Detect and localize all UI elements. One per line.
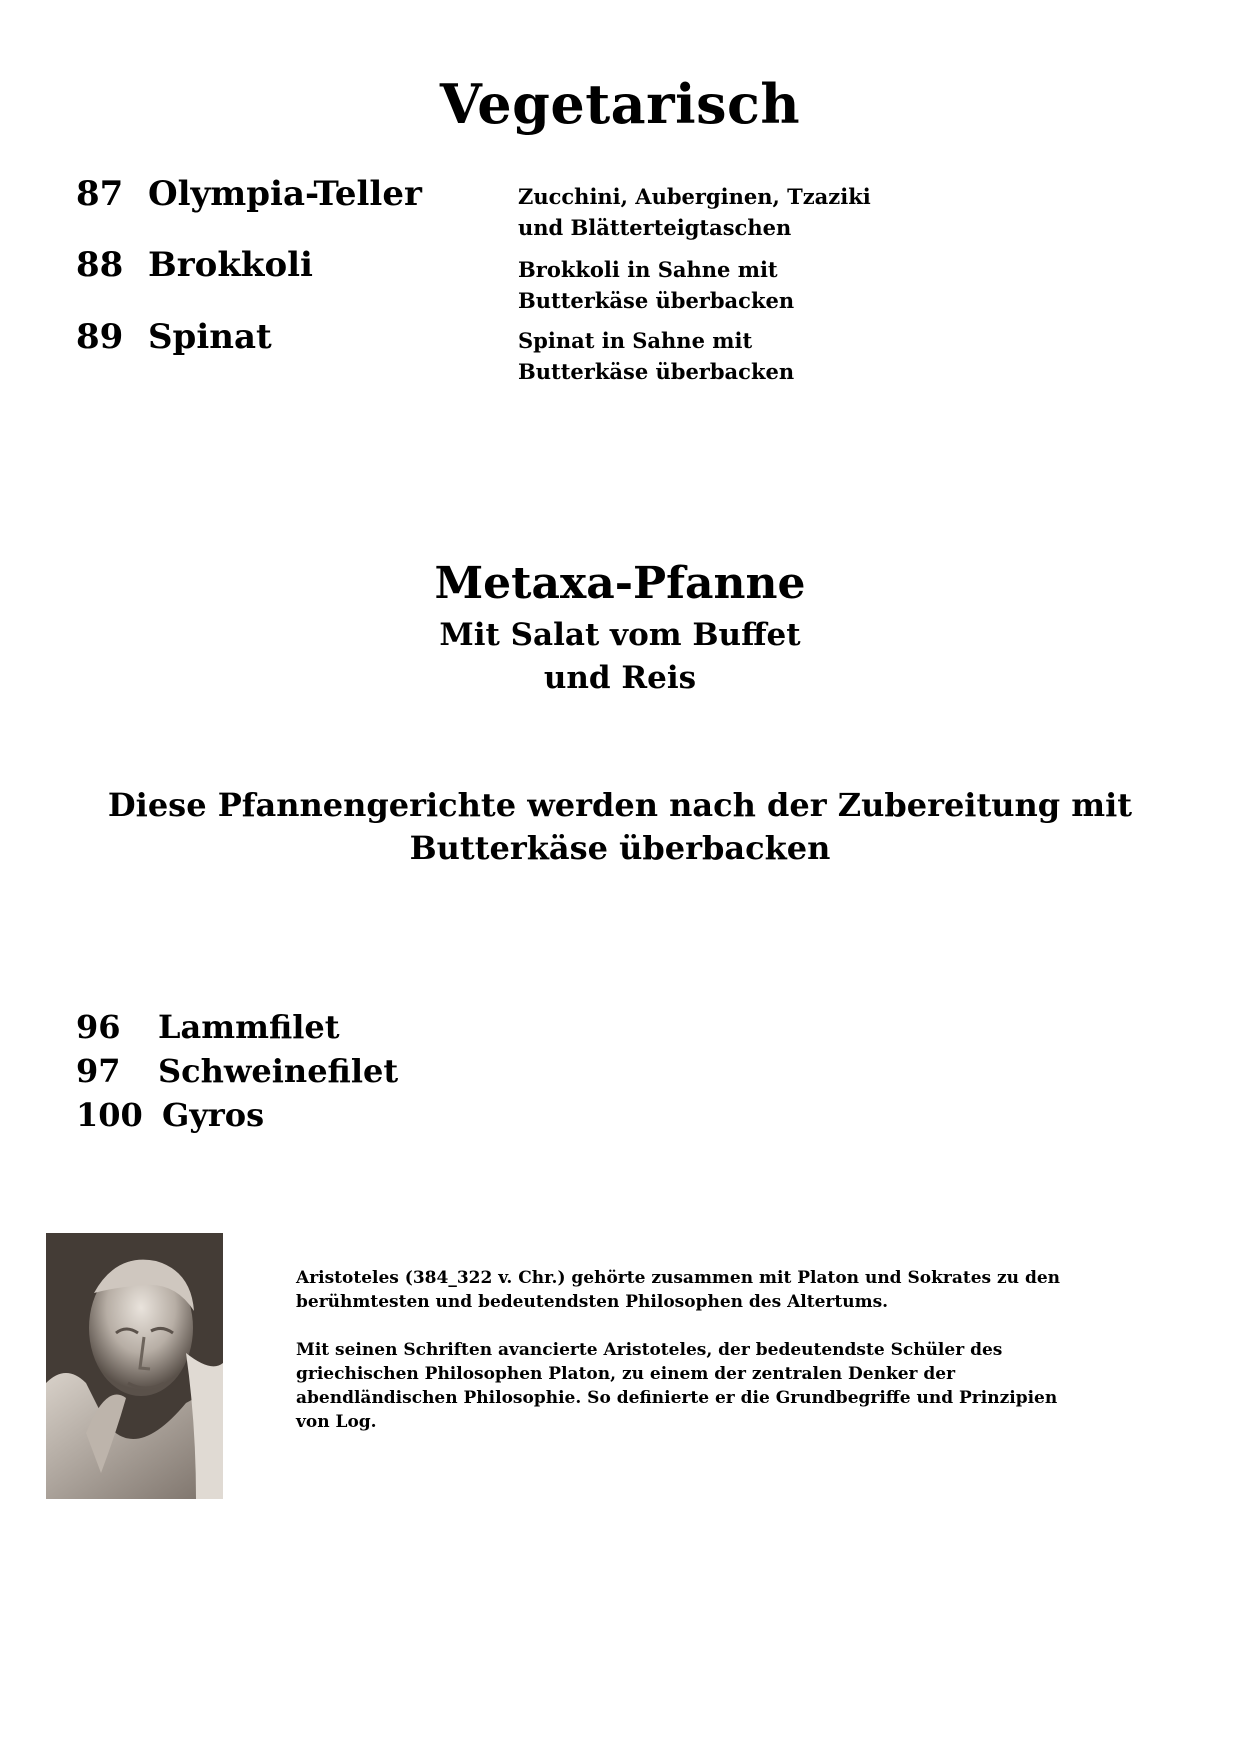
menu-item-description — [518, 254, 938, 316]
bio-paragraph — [296, 1266, 1176, 1314]
menu-item-number: 96 — [76, 1008, 121, 1046]
bio-line: von Log. — [296, 1412, 377, 1432]
menu-item-number: 87 — [76, 174, 124, 214]
description-line: und Blätterteigtaschen — [518, 215, 792, 240]
metaxa-note: Butterkäse überbacken — [409, 829, 831, 867]
menu-item-name: Brokkoli — [148, 245, 313, 285]
metaxa-subtitle: Mit Salat vom Buffet — [439, 617, 801, 653]
vegetarian-section-title: Vegetarisch — [439, 72, 801, 136]
menu-item-description — [518, 325, 938, 387]
menu-item-name: Lammfilet — [158, 1008, 340, 1046]
menu-item-name: Spinat — [148, 317, 272, 357]
bio-line: abendländischen Philosophie. So definierte er die Grundbegriffe und Prinzipien — [296, 1388, 1058, 1408]
metaxa-note: Diese Pfannengerichte werden nach der Zubereitung mit — [107, 786, 1133, 824]
menu-item-number: 100 — [76, 1096, 143, 1134]
description-line: Spinat in Sahne mit — [518, 328, 753, 353]
bio-line: Mit seinen Schriften avancierte Aristoteles, der bedeutendste Schüler des — [296, 1340, 1003, 1360]
description-line: Butterkäse überbacken — [518, 288, 795, 313]
menu-item-name: Olympia-Teller — [148, 174, 422, 214]
bio-paragraph — [296, 1338, 1176, 1434]
aristotle-biography — [296, 1266, 1176, 1458]
menu-item-name: Gyros — [162, 1096, 265, 1134]
metaxa-subtitle: und Reis — [543, 660, 697, 696]
metaxa-section-title: Metaxa-Pfanne — [434, 558, 806, 609]
bio-line: Aristoteles (384_322 v. Chr.) gehörte zusammen mit Platon und Sokrates zu den — [296, 1268, 1061, 1288]
menu-item-name: Schweinefilet — [158, 1052, 399, 1090]
menu-item-description — [518, 181, 938, 243]
description-line: Brokkoli in Sahne mit — [518, 257, 778, 282]
menu-item-number: 88 — [76, 245, 124, 285]
description-line: Butterkäse überbacken — [518, 359, 795, 384]
menu-item-number: 97 — [76, 1052, 121, 1090]
bio-line: berühmtesten und bedeutendsten Philosophen des Altertums. — [296, 1292, 889, 1312]
aristotle-portrait-image — [46, 1233, 223, 1499]
bio-line: griechischen Philosophen Platon, zu einem der zentralen Denker der — [296, 1364, 956, 1384]
description-line: Zucchini, Auberginen, Tzaziki — [518, 184, 871, 209]
menu-item-number: 89 — [76, 317, 124, 357]
